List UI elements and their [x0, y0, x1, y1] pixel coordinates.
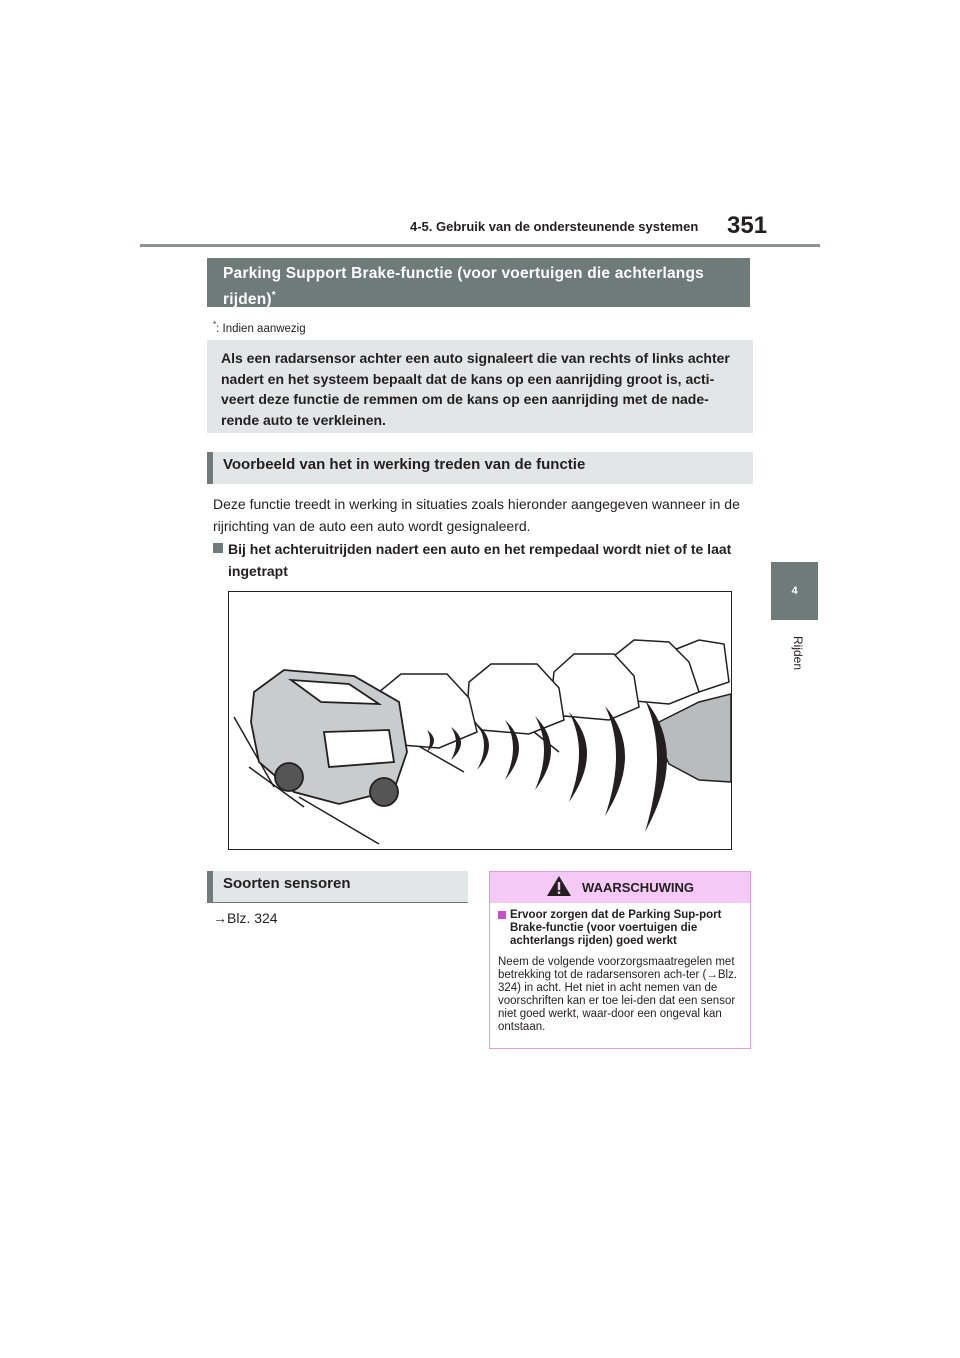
footnote-marker: *	[213, 320, 217, 329]
sensors-heading: Soorten sensoren	[207, 871, 468, 903]
chapter-label: Rijden	[791, 636, 805, 671]
warning-text: Neem de volgende voorzorgsmaatregelen met betrekking tot de radarsensoren ach-ter (→Blz. 324) in acht. Het niet in acht nemen van de voorschriften kan er toe lei-den dat een sensor niet goed werkt, waar-door een ongeval kan ontstaan.	[498, 956, 738, 1033]
warning-bullet-icon	[498, 911, 506, 919]
sensors-heading-rule	[207, 902, 468, 903]
example-body: Deze functie treedt in werking in situaties zoals hieronder aangegeven wanneer in de rijrichting van de auto een auto wordt gesignaleerd.	[213, 496, 740, 534]
intro-box: Als een radarsensor achter een auto signaleert die van rechts of links achter nadert en het systeem bepaalt dat de kans op een aanrijding groot is, acti-veert deze functie de remmen om de kans op een aanrijding met de nade-rende auto te verkleinen.	[207, 340, 753, 433]
parking-illustration	[228, 591, 732, 850]
main-heading	[207, 258, 750, 307]
example-bullet	[213, 538, 753, 582]
footnote	[213, 320, 306, 335]
example-bullet-text: Bij het achteruitrijden nadert een auto en het rempedaal wordt niet of te laat ingetrapt	[228, 541, 732, 579]
warning-box	[489, 871, 751, 1049]
warning-item	[498, 909, 742, 948]
warning-header	[490, 872, 750, 903]
sensors-page-reference[interactable]: →Blz. 324	[213, 910, 278, 926]
bullet-square-icon	[213, 543, 223, 553]
warning-title: WAARSCHUWING	[582, 880, 694, 895]
warning-item-title: Ervoor zorgen dat de Parking Sup-port Brake-functie (voor voertuigen die achterlangs rijden) goed werkt	[510, 909, 722, 947]
warning-triangle-icon	[546, 875, 572, 900]
header-divider	[140, 244, 820, 247]
example-heading: Voorbeeld van het in werking treden van de functie	[207, 452, 753, 484]
parking-scene-svg	[229, 592, 731, 849]
footnote-text: : Indien aanwezig	[216, 322, 306, 335]
section-title: 4-5. Gebruik van de ondersteunende systemen	[410, 219, 699, 234]
chapter-tab: 4	[771, 562, 818, 620]
page-number: 351	[727, 212, 768, 239]
main-heading-marker: *	[271, 290, 276, 301]
main-heading-text: Parking Support Brake-functie (voor voertuigen die achterlangs rijden)	[223, 265, 704, 309]
